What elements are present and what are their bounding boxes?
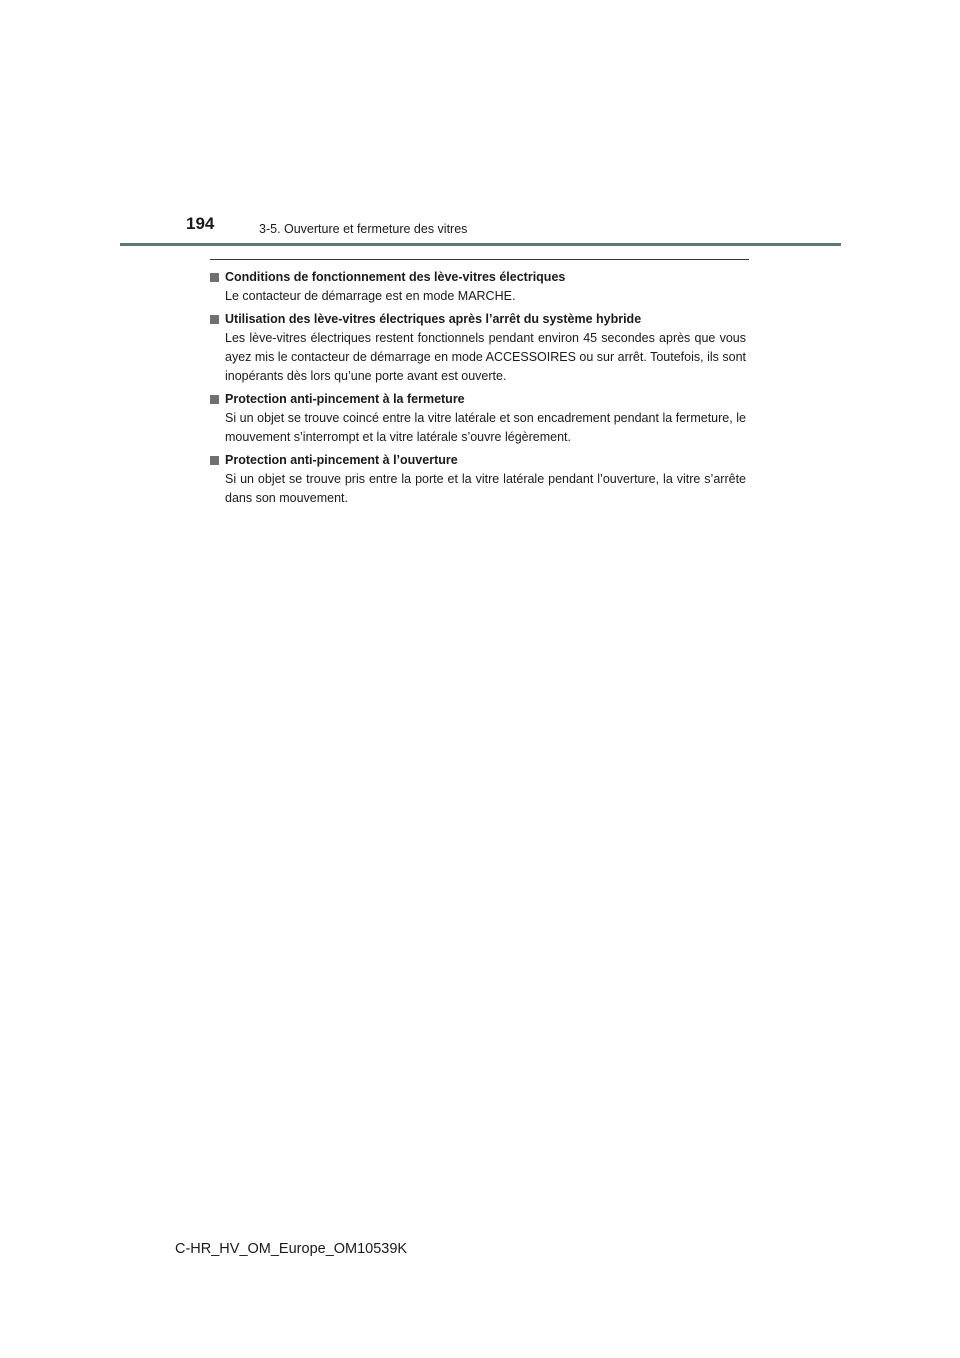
- section-heading: [210, 390, 746, 409]
- section-heading: [210, 451, 746, 470]
- heading-text: Conditions de fonctionnement des lève-vitres électriques: [225, 270, 566, 284]
- content-divider: [210, 259, 749, 260]
- page-number: 194: [186, 214, 215, 233]
- square-bullet-icon: [210, 273, 219, 282]
- section-heading: [210, 268, 746, 287]
- header-divider: [120, 243, 841, 246]
- section-text: Si un objet se trouve pris entre la porte et la vitre latérale pendant l’ouverture, la vitre s’arrête dans son mouvement.: [225, 472, 746, 505]
- heading-text: Utilisation des lève-vitres électriques après l’arrêt du système hybride: [225, 312, 642, 326]
- footer-document-id: C-HR_HV_OM_Europe_OM10539K: [175, 1241, 408, 1257]
- heading-text: Protection anti-pincement à l’ouverture: [225, 453, 458, 467]
- section-title: 3-5. Ouverture et fermeture des vitres: [259, 222, 468, 236]
- section-text: Les lève-vitres électriques restent fonctionnels pendant environ 45 secondes après que vous ayez mis le contacteur de démarrage en mode ACCESSOIRES ou sur arrêt. Toutefois, ils sont inopérants dès lors qu’une porte avant est ouverte.: [225, 331, 746, 383]
- square-bullet-icon: [210, 456, 219, 465]
- section-after-hybrid-stop: [210, 310, 746, 386]
- section-text: Le contacteur de démarrage est en mode MARCHE.: [225, 289, 516, 303]
- section-heading: [210, 310, 746, 329]
- content-area: [210, 268, 746, 512]
- section-text: Si un objet se trouve coincé entre la vitre latérale et son encadrement pendant la fermeture, le mouvement s’interrompt et la vitre latérale s’ouvre légèrement.: [225, 411, 746, 444]
- square-bullet-icon: [210, 395, 219, 404]
- square-bullet-icon: [210, 315, 219, 324]
- section-jam-protection-closing: [210, 390, 746, 447]
- section-jam-protection-opening: [210, 451, 746, 508]
- heading-text: Protection anti-pincement à la fermeture: [225, 392, 465, 406]
- section-operating-conditions: [210, 268, 746, 306]
